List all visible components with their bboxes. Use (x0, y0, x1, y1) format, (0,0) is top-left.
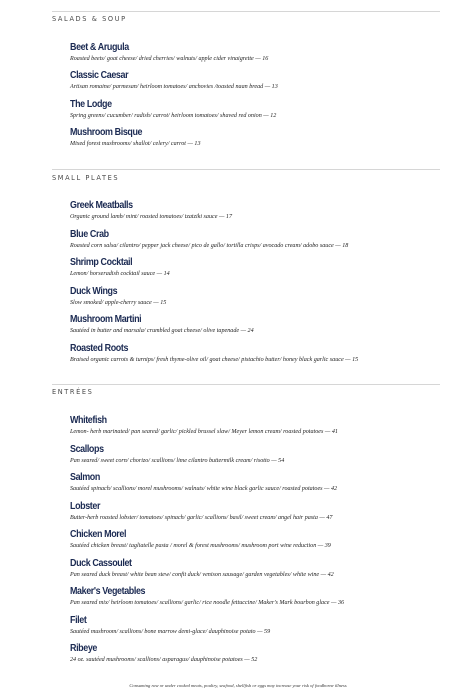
menu-item (70, 200, 450, 221)
item-name: Duck Cassoulet (70, 558, 132, 569)
menu-item (70, 529, 450, 550)
menu-item (70, 615, 450, 636)
menu-item (70, 257, 450, 278)
menu-item (70, 229, 450, 250)
item-name: Duck Wings (70, 286, 118, 297)
item-description: 24 oz. sautéed mushrooms/ scallions/ asparagus/ dauphinoise potatoes — 52 (70, 657, 258, 663)
item-name: Lobster (70, 501, 101, 512)
menu-item (70, 444, 450, 465)
item-description: Slow smoked/ apple-cherry sauce — 15 (70, 300, 167, 306)
item-name: Ribeye (70, 643, 97, 654)
item-name: Classic Caesar (70, 70, 129, 81)
item-name: Filet (70, 615, 87, 626)
item-name: Greek Meatballs (70, 200, 133, 211)
menu-item (70, 472, 450, 493)
item-name: Beet & Arugula (70, 42, 129, 53)
menu-item (70, 70, 450, 91)
item-description: Lemon/ horseradish cocktail sauce — 14 (70, 271, 170, 277)
item-description: Roasted corn salsa/ cilantro/ pepper jack cheese/ pico de gallo/ tortilla crisps/ avocado cream/ adobo sauce — 18 (70, 243, 349, 249)
item-description: Sautéed mushroom/ scallions/ bone marrow demi-glace/ dauphinoise potato — 59 (70, 629, 271, 635)
menu-item (70, 643, 450, 664)
section-divider (52, 169, 440, 170)
item-description: Artisan romaine/ parmesan/ heirloom tomatoes/ anchovies /toasted naan bread — 13 (70, 84, 278, 90)
item-name: Salmon (70, 472, 100, 483)
item-description: Butter-herb roasted lobster/ tomatoes/ spinach/ garlic/ scallions/ basil/ sweet cream/ angel hair pasta — 47 (70, 515, 333, 521)
menu-item (70, 558, 450, 579)
item-name: Chicken Morel (70, 529, 127, 540)
item-name: Blue Crab (70, 229, 109, 240)
section-title-small-plates: SMALL PLATES (52, 174, 120, 182)
section-divider (52, 11, 440, 12)
item-description: Organic ground lamb/ mint/ roasted tomatoes/ tzatziki sauce — 17 (70, 214, 232, 220)
section-divider (52, 384, 440, 385)
item-name: Roasted Roots (70, 343, 129, 354)
section-title-salads-soup: SALADS & SOUP (52, 15, 127, 23)
item-name: Mushroom Martini (70, 314, 142, 325)
menu-item (70, 586, 450, 607)
menu-item (70, 415, 450, 436)
menu-item (70, 99, 450, 120)
item-description: Pan seared duck breast/ white bean stew/ confit duck/ venison sausage/ garden vegetables/ white wine — 42 (70, 572, 334, 578)
menu-item (70, 127, 450, 148)
item-description: Pan seared mix/ heirloom tomatoes/ scallions/ garlic/ rice noodle fettuccine/ Maker's Mark bourbon glace — 36 (70, 600, 345, 606)
item-name: Maker's Vegetables (70, 586, 146, 597)
item-description: Braised organic carrots & turnips/ fresh thyme-olive oil/ goat cheese/ pistachio butter/ honey black garlic sauce — 15 (70, 357, 359, 363)
item-description: Pan seared/ sweet corn/ chorizo/ scallions/ lime cilantro buttermilk cream/ risotto — 54 (70, 458, 285, 464)
menu-item (70, 42, 450, 63)
item-description: Sautéed in butter and marsala/ crumbled goat cheese/ olive tapenade — 24 (70, 328, 254, 334)
menu-item (70, 286, 450, 307)
item-name: Whitefish (70, 415, 107, 426)
item-description: Roasted beets/ goat cheese/ dried cherries/ walnuts/ apple cider vinaigrette — 16 (70, 56, 269, 62)
menu-item (70, 343, 450, 364)
item-description: Lemon- herb marinated/ pan seared/ garlic/ pickled brussel slaw/ Meyer lemon cream/ roasted potatoes — 41 (70, 429, 338, 435)
health-disclaimer: Consuming raw or under cooked meats, poultry, seafood, shellfish or eggs may increase your risk of foodborne illness (129, 683, 347, 688)
item-name: Scallops (70, 444, 104, 455)
item-name: The Lodge (70, 99, 112, 110)
item-name: Shrimp Cocktail (70, 257, 133, 268)
section-title-entrees: ENTRÉES (52, 388, 94, 396)
menu-item (70, 314, 450, 335)
item-name: Mushroom Bisque (70, 127, 143, 138)
menu-item (70, 501, 450, 522)
item-description: Spring greens/ cucumber/ radish/ carrot/ heirloom tomatoes/ shaved red onion — 12 (70, 113, 277, 119)
item-description: Mixed forest mushrooms/ shallot/ celery/ carrot — 13 (70, 141, 201, 147)
item-description: Sautéed spinach/ scallions/ morel mushrooms/ walnuts/ white wine black garlic sauce/ roasted potatoes — 42 (70, 486, 338, 492)
item-description: Sautéed chicken breast/ tagliatelle pasta / morel & forest mushrooms/ mushroom port wine reduction — 39 (70, 543, 331, 549)
